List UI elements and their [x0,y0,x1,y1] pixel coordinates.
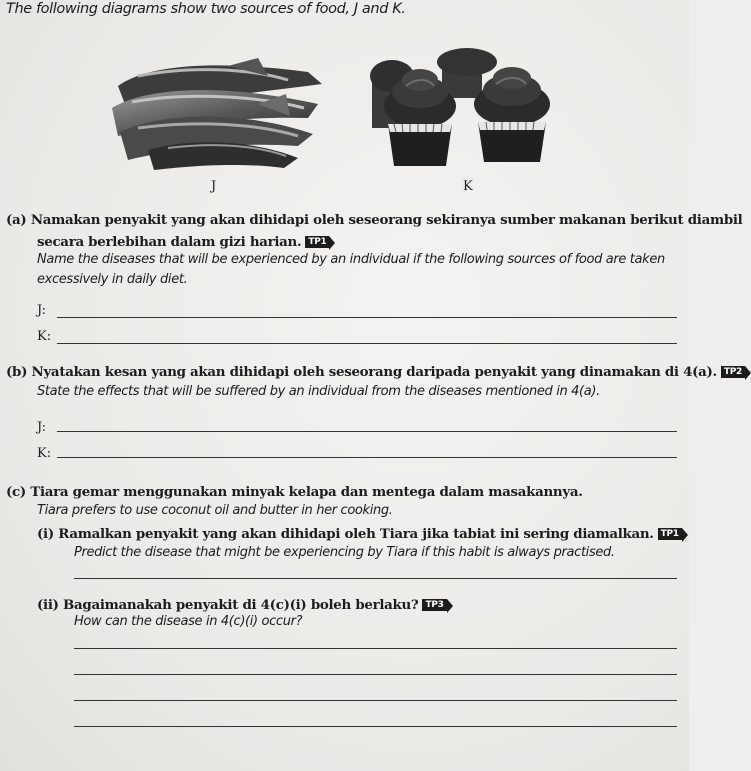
answer-c-ii-line-2[interactable] [74,674,677,675]
question-b-letter: (b) [6,364,28,380]
question-c-ii-malay [37,597,447,613]
question-b-malay [6,364,745,380]
tp-badge-b: TP2 [721,366,745,378]
question-a-malay-text2: secara berlebihan dalam gizi harian. [37,234,302,250]
question-a-english-line1: Name the diseases that will be experienced by an individual if the following sources of food are taken [37,252,665,267]
question-a-english-line2: excessively in daily diet. [37,272,188,287]
question-c-i-english: Predict the disease that might be experiencing by Tiara if this habit is always practised. [74,545,615,560]
question-c-malay-text: Tiara gemar menggunakan minyak kelapa dan mentega dalam masakannya. [30,484,583,500]
question-c-ii-number: (ii) [37,597,59,613]
answer-a-j-line[interactable] [57,317,677,318]
question-a-malay-text: Namakan penyakit yang akan dihidapi oleh seseorang sekiranya sumber makanan berikut diambil [30,212,743,228]
image-label-k: K [463,179,473,194]
question-c-i-malay [37,526,682,542]
answer-a-k-label: K: [37,329,52,344]
question-c-malay [6,484,583,500]
answer-a-j-label: J: [37,303,47,318]
answer-c-ii-line-3[interactable] [74,700,677,701]
question-c-i-malay-text: Ramalkan penyakit yang akan dihidapi oleh Tiara jika tabiat ini sering diamalkan. [58,526,654,542]
answer-a-k-line[interactable] [57,343,677,344]
answer-c-i-line[interactable] [74,578,677,579]
intro-text: The following diagrams show two sources of food, J and K. [6,1,406,17]
image-label-j: J [211,179,217,194]
question-b-malay-text: Nyatakan kesan yang akan dihidapi oleh seseorang daripada penyakit yang dinamakan di 4(a). [31,364,717,380]
question-c-ii-english: How can the disease in 4(c)(i) occur? [74,614,303,629]
tp-badge-a: TP1 [305,236,329,248]
tp-badge-c-i: TP1 [658,528,682,540]
answer-c-ii-line-4[interactable] [74,726,677,727]
answer-b-j-label: J: [37,420,47,435]
question-a-letter: (a) [6,212,27,228]
tp-badge-c-ii: TP3 [422,599,446,611]
chocolate-cupcakes-image [372,48,552,166]
answer-c-ii-line-1[interactable] [74,648,677,649]
question-c-letter: (c) [6,484,26,500]
answer-b-k-label: K: [37,446,52,461]
answer-b-j-line[interactable] [57,431,677,432]
question-c-i-number: (i) [37,526,54,542]
question-c-ii-malay-text: Bagaimanakah penyakit di 4(c)(i) boleh berlaku? [63,597,419,613]
question-a-malay-line2 [37,234,329,250]
dried-fish-image [108,46,328,171]
question-c-english: Tiara prefers to use coconut oil and butter in her cooking. [37,503,393,518]
question-a-malay-line1 [6,212,742,228]
question-b-english: State the effects that will be suffered by an individual from the diseases mentioned in 4(a). [37,384,600,399]
answer-b-k-line[interactable] [57,457,677,458]
